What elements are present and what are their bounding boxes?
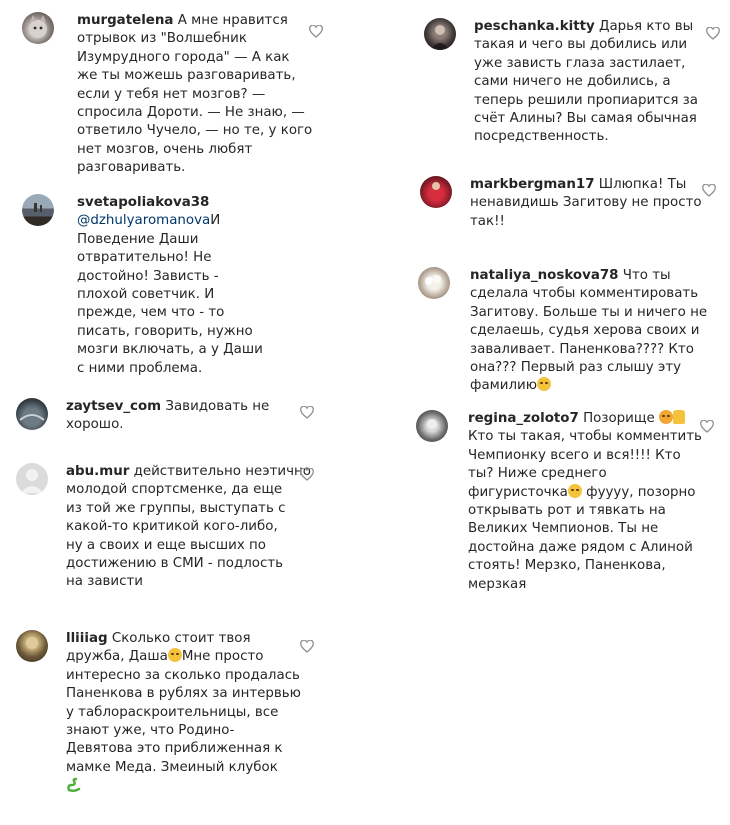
thumbs-down-icon [673,410,685,424]
avatar[interactable] [16,630,48,662]
column-divider [364,0,365,825]
comment-body [468,410,723,594]
comment-item [418,267,718,397]
comment-item [22,12,342,182]
like-heart-icon[interactable] [309,25,323,38]
unamused-emoji-icon [537,377,551,391]
angry-emoji-icon [659,410,673,424]
avatar[interactable] [22,12,54,44]
comment-username[interactable]: markbergman17 [470,177,595,192]
avatar[interactable] [22,194,54,226]
comment-item [16,398,346,438]
avatar[interactable] [424,18,456,50]
comment-body [77,12,337,178]
comment-body [77,194,317,378]
comment-text: Сколько стоит твоя дружба, Даша [66,631,251,665]
comment-username[interactable]: svetapoliakova38 [77,195,210,210]
comment-text: Дарья кто вы такая и чего вы добились или уже зависть глаза застилает, сами ничего не добились, а теперь решили пропиарится за счёт Алины? Вы самая обычная посредственность. [474,19,699,145]
red-avatar-icon [420,176,452,208]
comment-username[interactable]: regina_zoloto7 [468,411,579,426]
comment-item [16,630,346,805]
like-heart-icon[interactable] [702,184,716,197]
comment-item [424,18,724,158]
comment-item [420,176,720,236]
comment-text: А мне нравится отрывок из "Волшебник Изумрудного города" — А как же ты можешь разговаривать, если у тебя нет мозгов? — спросила Дороти. — Не знаю, — ответило Чучело, — но те, у кого нет мозгов, очень любят разговаривать. [77,13,313,176]
avatar[interactable] [418,267,450,299]
bw-avatar-icon [416,410,448,442]
avatar[interactable] [416,410,448,442]
comment-body [470,267,720,396]
comment-text-cont: Кто ты такая, чтобы комментить Чемпионку всего и вся!!!! Кто ты? Ниже среднего фигуристочка [468,429,702,500]
person-avatar-icon [424,18,456,50]
comment-item [16,463,346,603]
like-heart-icon[interactable] [706,27,720,40]
avatar[interactable] [420,176,452,208]
laughing-emoji-icon [168,648,182,662]
comment-username[interactable]: lliiiag [66,631,108,646]
comment-text: Что ты сделала чтобы комментировать Загитову. Больше ты и ничего не сделаешь, судья херова своих и заваливает. Паненкова???? Кто она??? Первый раз слышу эту фамилию [470,268,708,394]
portrait-avatar-icon [16,630,48,662]
comment-text: Шлюпка! Ты ненавидишь Загитову не просто так!! [470,177,702,229]
like-heart-icon[interactable] [300,640,314,653]
comment-body [470,176,720,231]
comment-text: действительно неэтично молодой спортсменке, да еще из той же группы, выступать с какой-то критикой кого-либо, ну а своих и еще высших по достижению в СМИ - подлость на зависти [66,464,311,590]
comment-text-cont: Мне просто интересно за сколько продалась Паненкова в рублях за интервью у таблораскроительницы, все знают уже, что Родино- Девятова это приближенная к мамке Меда. Змеиный клубок [66,649,301,775]
snake-emoji-icon [66,777,82,793]
landscape-avatar-icon [22,194,54,226]
avatar[interactable] [16,463,48,495]
persevering-emoji-icon [568,484,582,498]
comment-body [66,463,346,592]
comment-item [22,194,342,374]
comment-body [474,18,724,147]
comment-username[interactable]: zaytsev_com [66,399,162,414]
comment-username[interactable]: murgatelena [77,13,174,28]
comment-body [66,630,346,797]
cat-avatar-icon [22,12,54,44]
comment-username[interactable]: nataliya_noskova78 [470,268,619,283]
comment-username[interactable]: abu.mur [66,464,130,479]
like-heart-icon[interactable] [700,420,714,433]
default-avatar-icon [16,463,48,495]
flowers-avatar-icon [418,267,450,299]
like-heart-icon[interactable] [300,468,314,481]
comment-text-end: фуууу, позорно открывать рот и тявкать на Великих Чемпионов. Ты не достойна даже рядом с Алиной стоять! Мерзко, Паненкова, мерзкая [468,484,696,592]
comment-text: Позорище [583,411,655,426]
comment-body [66,398,306,435]
comment-text: Завидовать не хорошо. [66,399,270,433]
avatar[interactable] [16,398,48,430]
comment-username[interactable]: peschanka.kitty [474,19,595,34]
dark-avatar-icon [16,398,48,430]
like-heart-icon[interactable] [300,406,314,419]
comment-item [416,410,716,600]
comment-text: И Поведение Даши отвратительно! Не достойно! Зависть - плохой советчик. И прежде, чем что - то писать, говорить, нужно мозги включать, а у Даши с ними проблема. [77,213,263,376]
mention-link[interactable]: @dzhulyaromanova [77,213,211,229]
